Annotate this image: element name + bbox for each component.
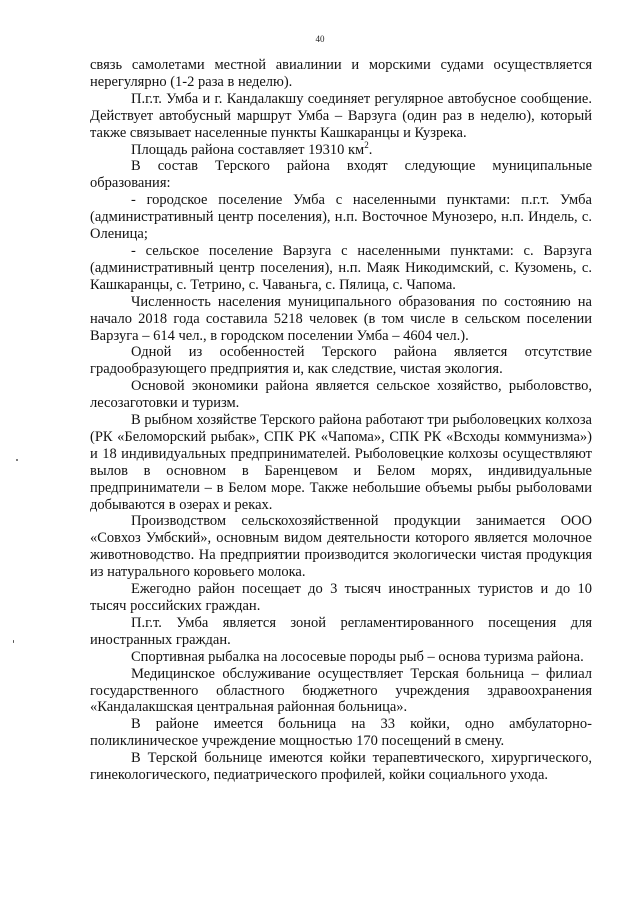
paragraph-area	[90, 139, 592, 159]
paragraph: Спортивная рыбалка на лососевые породы рыб – основа туризма района.	[131, 648, 584, 665]
scan-speck	[16, 459, 18, 461]
list-item: - городское поселение Умба с населенными пунктами: п.г.т. Умба (административный центр поселения), н.п. Восточное Мунозеро, н.п. Индель, с. Оленица;	[90, 192, 592, 243]
paragraph: В районе имеется больница на 33 койки, одно амбулаторно-поликлиническое учреждение мощностью 170 посещений в смену.	[90, 716, 592, 750]
paragraph: В состав Терского района входят следующие муниципальные образования:	[90, 158, 592, 192]
paragraph: Медицинское обслуживание осуществляет Терская больница – филиал государственного областного бюджетного учреждения здравоохранения «Кандалакшская центральная районная больница».	[90, 665, 592, 716]
paragraph: связь самолетами местной авиалинии и морскими судами осуществляется нерегулярно (1-2 раза в неделю).	[90, 57, 592, 90]
paragraph: П.г.т. Умба и г. Кандалакшу соединяет регулярное автобусное сообщение. Действует автобусный маршрут Умба – Варзуга (один раз в неделю), который также связывает населенные пункты Кашкаранцы и Кузрека.	[90, 90, 592, 141]
area-tail: .	[368, 141, 373, 158]
area-text: Площадь района составляет 19310 км	[131, 141, 365, 158]
paragraph: Численность населения муниципального образования по состоянию на начало 2018 года составила 5218 человек (в том числе в сельском поселении Варзуга – 614 чел., в городском поселении Умба – 4604 чел.).	[90, 293, 592, 344]
list-item: - сельское поселение Варзуга с населенными пунктами: с. Варзуга (административный центр поселения), н.п. Маяк Никодимский, с. Кузомень, с. Кашкаранцы, с. Тетрино, с. Чаваньга, с. Пялица, с. Чапома.	[90, 242, 592, 293]
page-number: 40	[315, 34, 325, 44]
document-body	[90, 57, 592, 784]
paragraph: В Терской больнице имеются койки терапевтического, хирургического, гинекологического, педиатрического профилей, койки социального ухода.	[90, 750, 592, 784]
paragraph: Основой экономики района является сельское хозяйство, рыболовство, лесозаготовки и туризм.	[90, 378, 592, 412]
area-superscript: 2	[364, 139, 369, 150]
paragraph: Одной из особенностей Терского района является отсутствие градообразующего предприятия и, как следствие, чистая экология.	[90, 344, 592, 378]
paragraph: Ежегодно район посещает до 3 тысяч иностранных туристов и до 10 тысяч российских граждан.	[90, 581, 592, 614]
paragraph: П.г.т. Умба является зоной регламентированного посещения для иностранных граждан.	[90, 614, 592, 648]
paragraph: В рыбном хозяйстве Терского района работают три рыболовецких колхоза (РК «Беломорский рыбак», СПК РК «Чапома», СПК РК «Всходы коммунизма») и 18 индивидуальных предпринимателей. Рыболовецкие колхозы осуществляют вылов в основном в Баренцевом и Белом морях, индивидуальные предприниматели – в Белом море. Также небольшие объемы рыбы рыболовами добываются в озерах и реках.	[90, 412, 592, 513]
paragraph: Производством сельскохозяйственной продукции занимается ООО «Совхоз Умбский», основным видом деятельности которого является молочное животноводство. На предприятии производится экологически чистая продукция из натурального коровьего молока.	[90, 513, 592, 581]
scan-speck	[13, 640, 14, 643]
